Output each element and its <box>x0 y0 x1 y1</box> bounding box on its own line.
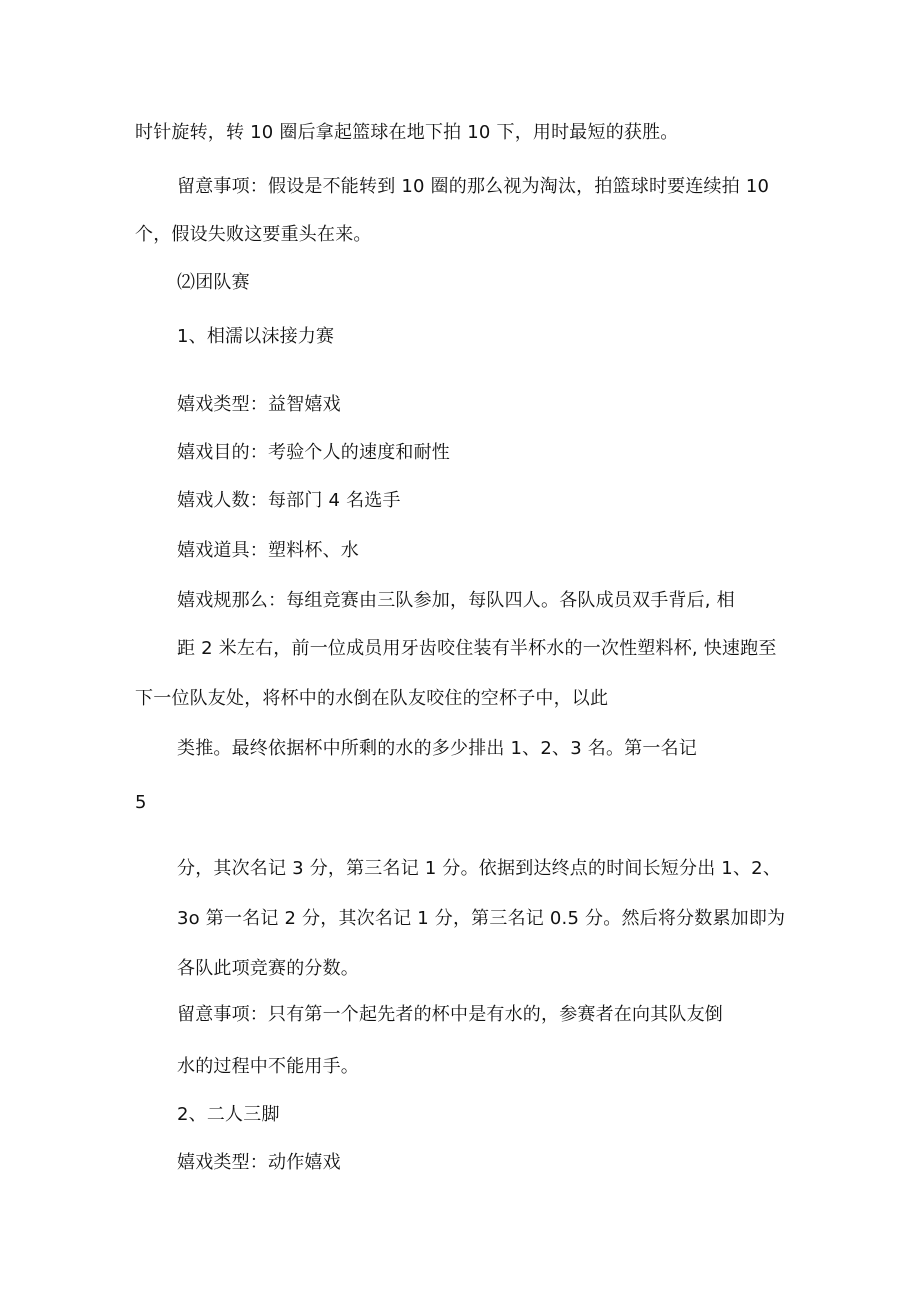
page-number: 5 <box>135 792 147 813</box>
text-line-2: 留意事项：假设是不能转到 10 圈的那么视为淘汰，拍篮球时要连续拍 10 <box>177 176 770 197</box>
game-type: 嬉戏类型：益智嬉戏 <box>177 394 341 415</box>
section-heading-team: ⑵团队赛 <box>177 272 250 293</box>
game-type-2: 嬉戏类型：动作嬉戏 <box>177 1152 341 1173</box>
game-players: 嬉戏人数：每部门 4 名选手 <box>177 490 401 511</box>
text-line-1: 时针旋转，转 10 圈后拿起篮球在地下拍 10 下，用时最短的获胜。 <box>135 122 679 143</box>
game-rules-line-3: 下一位队友处，将杯中的水倒在队友咬住的空杯子中，以此 <box>135 688 609 709</box>
game-rules-line-5: 分，其次名记 3 分，第三名记 1 分。依据到达终点的时间长短分出 1、2、 <box>177 858 782 879</box>
game-purpose: 嬉戏目的：考验个人的速度和耐性 <box>177 442 450 463</box>
game-notes-line-2: 水的过程中不能用手。 <box>177 1056 359 1077</box>
game-rules-line-6: 3o 第一名记 2 分，其次名记 1 分，第三名记 0.5 分。然后将分数累加即为 <box>177 908 786 929</box>
game-rules-line-7: 各队此项竞赛的分数。 <box>177 958 359 979</box>
game-props: 嬉戏道具：塑料杯、水 <box>177 540 359 561</box>
game-rules-line-2: 距 2 米左右，前一位成员用牙齿咬住装有半杯水的一次性塑料杯, 快速跑至 <box>177 638 777 659</box>
game-title-relay: 1、相濡以沫接力赛 <box>177 326 335 347</box>
game-title-three-legged: 2、二人三脚 <box>177 1104 280 1125</box>
game-notes-line-1: 留意事项：只有第一个起先者的杯中是有水的，参赛者在向其队友倒 <box>177 1004 723 1025</box>
game-rules-line-4: 类推。最终依据杯中所剩的水的多少排出 1、2、3 名。第一名记 <box>177 738 697 759</box>
text-line-3: 个，假设失败这要重头在来。 <box>135 224 372 245</box>
game-rules-line-1: 嬉戏规那么：每组竞赛由三队参加，每队四人。各队成员双手背后, 相 <box>177 590 735 611</box>
